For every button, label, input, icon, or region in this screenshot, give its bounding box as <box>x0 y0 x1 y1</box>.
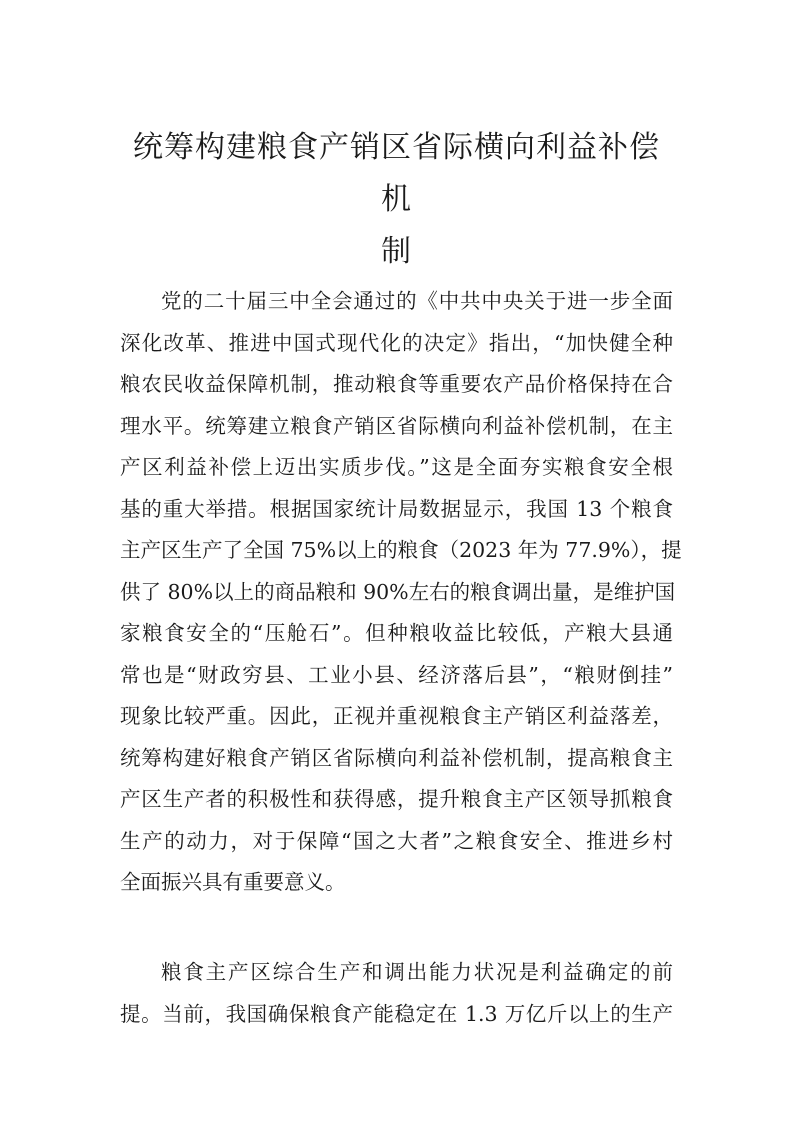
paragraph-line: 粮农民收益保障机制，推动粮食等重要农产品价格保持在合 <box>120 372 673 396</box>
body-paragraph <box>120 952 673 1035</box>
paragraph-line: 主产区生产了全国 75%以上的粮食（2023 年为 77.9%），提 <box>120 538 682 562</box>
paragraph-line: 统筹构建好粮食产销区省际横向利益补偿机制，提高粮食主 <box>120 745 673 770</box>
paragraph-line: 家粮食安全的“压舱石”。但种粮收益比较低，产粮大县通 <box>120 621 673 645</box>
paragraph-line: 理水平。统筹建立粮食产销区省际横向利益补偿机制，在主 <box>120 413 673 438</box>
body-paragraph <box>120 281 682 904</box>
paragraph-line: 常也是“财政穷县、工业小县、经济落后县”，“粮财倒挂” <box>120 662 673 687</box>
paragraph-line: 深化改革、推进中国式现代化的决定》指出，“加快健全种 <box>120 330 673 355</box>
paragraph-line: 产区生产者的积极性和获得感，提升粮食主产区领导抓粮食 <box>120 787 673 811</box>
document-title <box>120 122 673 278</box>
paragraph-line: 提。当前，我国确保粮食产能稳定在 1.3 万亿斤以上的生产 <box>120 1001 673 1026</box>
paragraph-line: 生产的动力，对于保障“国之大者”之粮食安全、推进乡村 <box>120 828 673 853</box>
paragraph-line: 现象比较严重。因此，正视并重视粮食主产销区利益落差， <box>120 704 673 728</box>
title-line: 制 <box>381 234 412 269</box>
title-line: 统筹构建粮食产销区省际横向利益补偿机 <box>133 130 660 217</box>
paragraph-line: 供了 80%以上的商品粮和 90%左右的粮食调出量，是维护国 <box>120 579 676 604</box>
paragraph-line: 全面振兴具有重要意义。 <box>120 870 346 894</box>
paragraph-line: 产区利益补偿上迈出实质步伐。”这是全面夯实粮食安全根 <box>120 455 673 479</box>
paragraph-line: 基的重大举措。根据国家统计局数据显示，我国 13 个粮食 <box>120 496 673 521</box>
paragraph-line: 粮食主产区综合生产和调出能力状况是利益确定的前 <box>161 960 673 984</box>
paragraph-line: 党的二十届三中全会通过的《中共中央关于进一步全面 <box>161 289 673 313</box>
